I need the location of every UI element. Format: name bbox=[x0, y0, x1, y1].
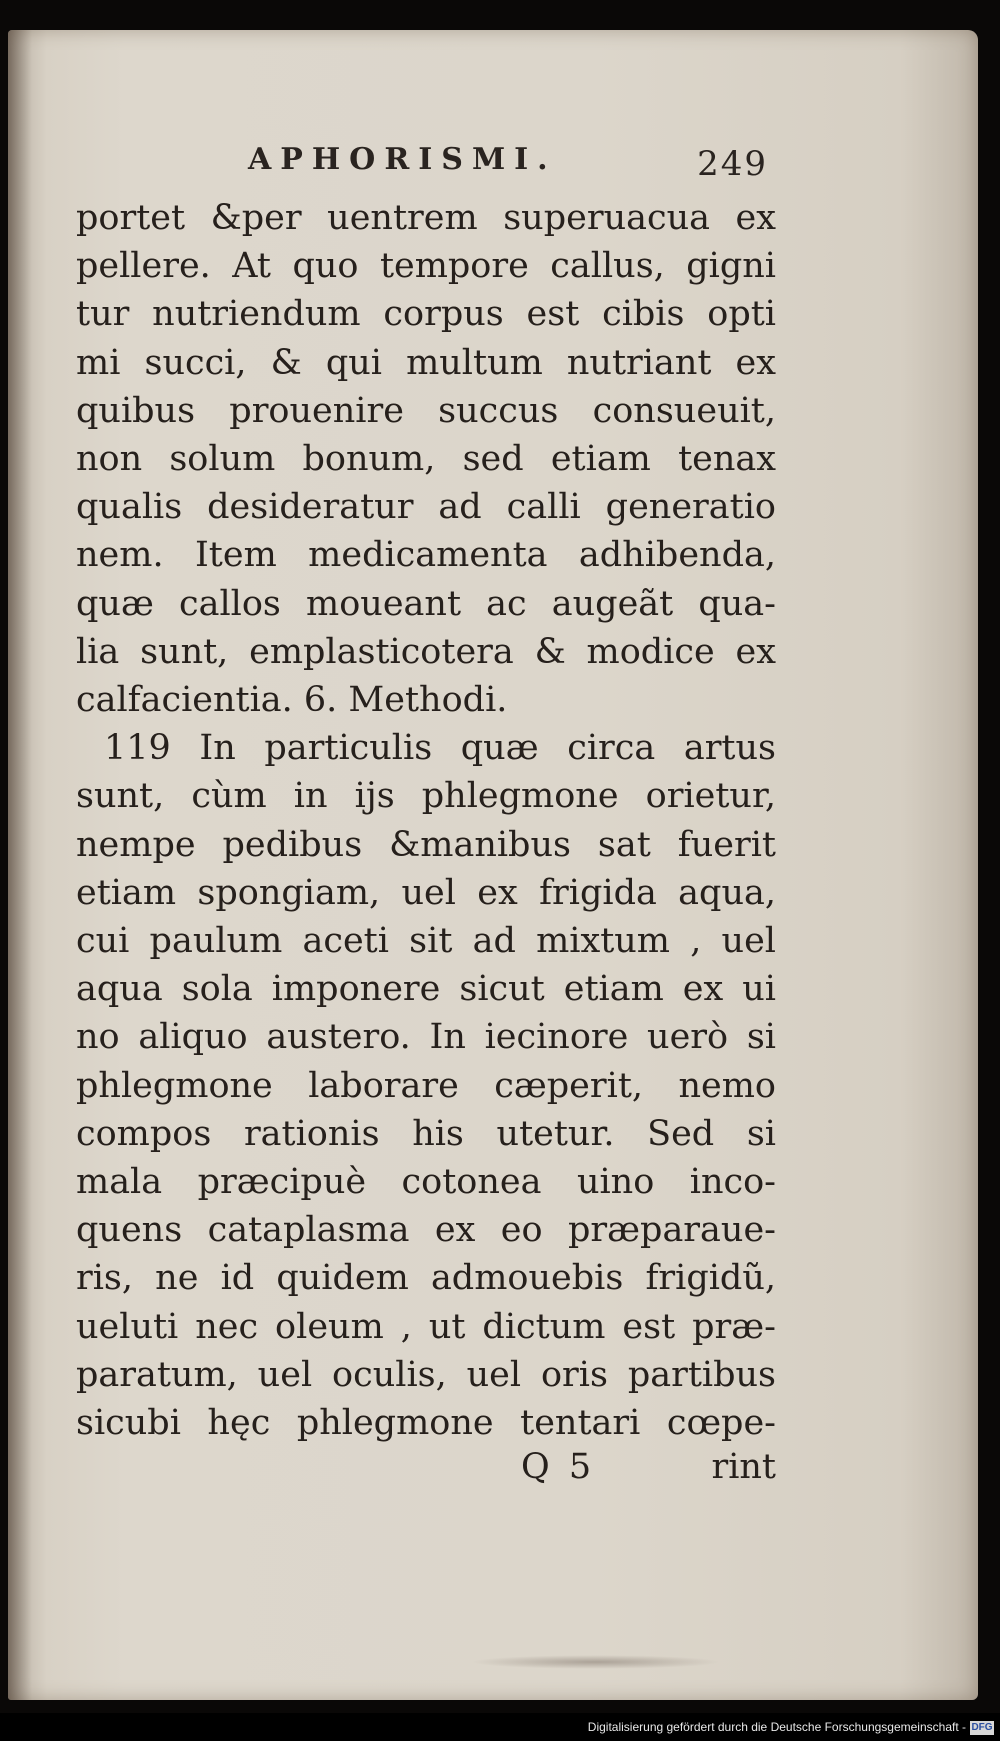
ink-smudge bbox=[470, 1655, 720, 1669]
text-line: aqua sola imponere sicut etiam ex ui bbox=[76, 969, 776, 1010]
text-line: nempe pedibus &manibus sat fuerit bbox=[76, 824, 776, 865]
text-line: compos rationis his utetur. Sed si bbox=[76, 1113, 776, 1154]
text-line: mala præcipuè cotonea uino inco- bbox=[76, 1162, 776, 1203]
signature-mark: Q 5 bbox=[521, 1447, 596, 1487]
text-line: non solum bonum, sed etiam tenax bbox=[76, 439, 776, 480]
text-line: no aliquo austero. In iecinore uerò si bbox=[76, 1017, 776, 1058]
dfg-logo-icon: DFG bbox=[971, 1722, 993, 1733]
text-line: paratum, uel oculis, uel oris partibus bbox=[76, 1354, 776, 1395]
text-line: calfacientia. 6. Methodi. bbox=[76, 680, 508, 721]
text-line: sunt, cùm in ijs phlegmone orietur, bbox=[76, 776, 776, 817]
catchword: rint bbox=[711, 1447, 776, 1487]
body-text bbox=[76, 194, 776, 1447]
credit-bar bbox=[0, 1713, 1000, 1741]
text-line: cui paulum aceti sit ad mixtum , uel bbox=[76, 921, 776, 962]
text-line: portet &per uentrem superuacua ex bbox=[76, 198, 776, 238]
funding-credit: Digitalisierung gefördert durch die Deutsche Forschungsgemeinschaft - bbox=[587, 1720, 966, 1734]
page-number: 249 bbox=[697, 144, 768, 184]
text-line: quens cataplasma ex eo præparaue- bbox=[76, 1210, 776, 1251]
text-line: mi succi, & qui multum nutriant ex bbox=[76, 342, 776, 383]
text-line: phlegmone laborare cæperit, nemo bbox=[76, 1065, 776, 1106]
page-footer bbox=[76, 1447, 776, 1497]
text-line: quibus prouenire succus consueuit, bbox=[76, 390, 776, 431]
text-line: quæ callos moueant ac augeãt qua- bbox=[76, 583, 776, 624]
text-line: ris, ne id quidem admouebis frigidũ, bbox=[76, 1258, 776, 1299]
aphorism-start-line: 119 In particulis quæ circa artus bbox=[104, 728, 776, 769]
running-head: APHORISMI. bbox=[248, 142, 557, 177]
text-line: sicubi hęc phlegmone tentari cœpe- bbox=[76, 1403, 776, 1444]
text-line: nem. Item medicamenta adhibenda, bbox=[76, 535, 776, 576]
text-line: etiam spongiam, uel ex frigida aqua, bbox=[76, 872, 776, 913]
page-header bbox=[248, 142, 768, 182]
text-line: lia sunt, emplasticotera & modice ex bbox=[76, 631, 776, 672]
text-line: tur nutriendum corpus est cibis opti bbox=[76, 294, 776, 335]
text-line: ueluti nec oleum , ut dictum est præ- bbox=[76, 1306, 776, 1347]
text-line: pellere. At quo tempore callus, gigni bbox=[76, 246, 776, 287]
text-line: qualis desideratur ad calli generatio bbox=[76, 487, 776, 528]
